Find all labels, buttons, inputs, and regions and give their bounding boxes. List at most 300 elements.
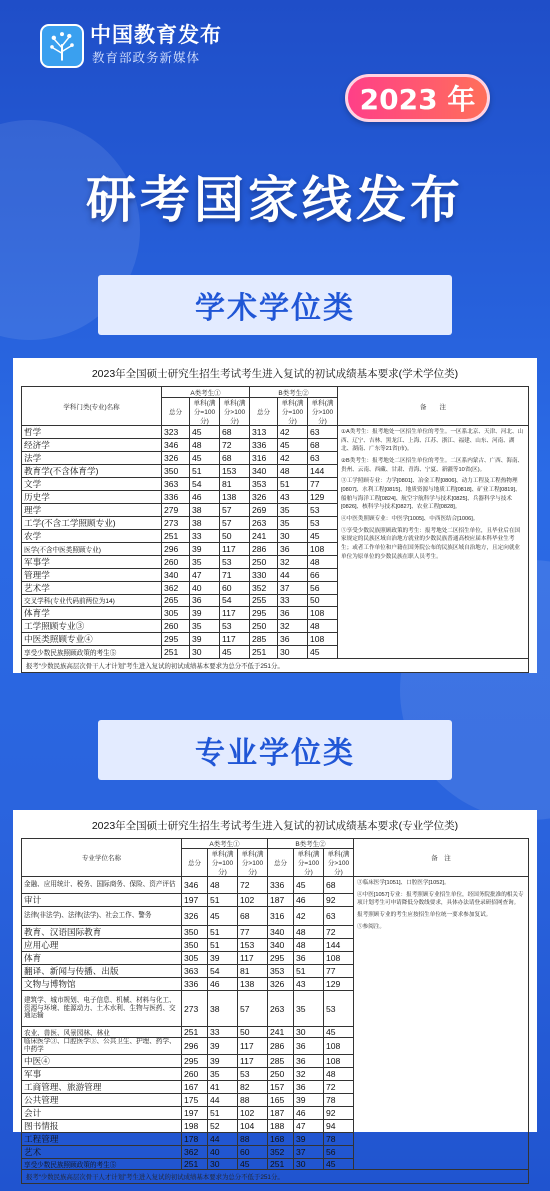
b-zone-score: 68 bbox=[324, 877, 354, 894]
b-zone-score: 44 bbox=[278, 568, 308, 581]
a-zone-score: 104 bbox=[238, 1120, 268, 1133]
subject-name: 审计 bbox=[22, 894, 182, 907]
a-zone-score: 36 bbox=[190, 594, 220, 607]
subject-name: 农学 bbox=[22, 530, 162, 543]
subject-name: 工商管理、旅游管理 bbox=[22, 1081, 182, 1094]
b-zone-score: 295 bbox=[250, 607, 278, 620]
a-zone-score: 260 bbox=[182, 1068, 208, 1081]
a-zone-score: 350 bbox=[162, 465, 190, 478]
a-zone-score: 305 bbox=[182, 952, 208, 965]
a-zone-score: 44 bbox=[208, 1133, 238, 1146]
a-zone-score: 45 bbox=[190, 452, 220, 465]
b-zone-score: 255 bbox=[250, 594, 278, 607]
b-zone-score: 263 bbox=[250, 517, 278, 530]
b-zone-score: 168 bbox=[268, 1133, 294, 1146]
subject-name: 理学 bbox=[22, 504, 162, 517]
b-zone-score: 188 bbox=[268, 1120, 294, 1133]
subject-name: 艺术学 bbox=[22, 581, 162, 594]
single-100-header: 单科(满分=100分) bbox=[208, 849, 238, 877]
a-zone-score: 72 bbox=[220, 439, 250, 452]
a-zone-score: 35 bbox=[208, 1068, 238, 1081]
b-zone-score: 72 bbox=[324, 926, 354, 939]
b-zone-score: 340 bbox=[250, 465, 278, 478]
professional-footer: 报考“少数民族高层次骨干人才计划”考生进入复试的初试成绩基本要求为总分不低于251分。 bbox=[22, 1170, 529, 1184]
a-zone-score: 88 bbox=[238, 1133, 268, 1146]
a-zone-score: 47 bbox=[190, 568, 220, 581]
b-zone-score: 36 bbox=[294, 1081, 324, 1094]
a-zone-score: 46 bbox=[190, 491, 220, 504]
subject-name: 翻译、新闻与传播、出版 bbox=[22, 965, 182, 978]
b-zone-score: 352 bbox=[268, 1146, 294, 1159]
a-zone-score: 57 bbox=[220, 517, 250, 530]
b-zone-score: 336 bbox=[250, 439, 278, 452]
b-zone-score: 129 bbox=[324, 978, 354, 991]
a-zone-score: 68 bbox=[220, 426, 250, 439]
total-header: 总分 bbox=[182, 849, 208, 877]
b-zone-score: 36 bbox=[294, 1038, 324, 1055]
a-zone-score: 346 bbox=[162, 439, 190, 452]
b-zone-score: 340 bbox=[268, 926, 294, 939]
a-zone-score: 30 bbox=[208, 1159, 238, 1170]
subject-name: 教育、汉语国际教育 bbox=[22, 926, 182, 939]
b-zone-score: 326 bbox=[268, 978, 294, 991]
b-zone-score: 45 bbox=[308, 646, 338, 659]
a-zone-score: 273 bbox=[162, 517, 190, 530]
b-zone-header: B类考生② bbox=[268, 839, 354, 849]
a-zone-score: 273 bbox=[182, 991, 208, 1027]
b-zone-score: 72 bbox=[324, 1081, 354, 1094]
b-zone-score: 241 bbox=[268, 1027, 294, 1038]
a-zone-score: 53 bbox=[238, 1068, 268, 1081]
b-zone-score: 35 bbox=[294, 991, 324, 1027]
subject-name: 临床医学③、口腔医学③、公共卫生、护理、药学、中药学 bbox=[22, 1038, 182, 1055]
b-zone-score: 48 bbox=[294, 926, 324, 939]
b-zone-score: 352 bbox=[250, 581, 278, 594]
b-zone-score: 36 bbox=[278, 543, 308, 556]
b-zone-score: 53 bbox=[308, 517, 338, 530]
academic-table-card bbox=[13, 358, 537, 673]
subject-name: 经济学 bbox=[22, 439, 162, 452]
b-zone-score: 316 bbox=[250, 452, 278, 465]
b-zone-score: 336 bbox=[268, 877, 294, 894]
a-zone-score: 336 bbox=[182, 978, 208, 991]
a-zone-score: 57 bbox=[238, 991, 268, 1027]
academic-table-title: 2023年全国硕士研究生招生考试考生进入复试的初试成绩基本要求(学术学位类) bbox=[91, 368, 459, 380]
a-zone-score: 30 bbox=[190, 646, 220, 659]
total-header: 总分 bbox=[250, 398, 278, 426]
single-gt100-header: 单科(满分>100分) bbox=[308, 398, 338, 426]
a-zone-score: 167 bbox=[182, 1081, 208, 1094]
b-zone-score: 56 bbox=[308, 581, 338, 594]
academic-banner: 学术学位类 bbox=[98, 275, 452, 335]
b-zone-score: 46 bbox=[294, 1107, 324, 1120]
b-zone-score: 165 bbox=[268, 1094, 294, 1107]
a-zone-score: 102 bbox=[238, 1107, 268, 1120]
a-zone-score: 60 bbox=[220, 581, 250, 594]
a-zone-score: 51 bbox=[190, 465, 220, 478]
note-item: ⑤参阅注。 bbox=[357, 923, 385, 930]
a-zone-score: 48 bbox=[208, 877, 238, 894]
a-zone-score: 296 bbox=[182, 1038, 208, 1055]
subject-name: 工程管理 bbox=[22, 1133, 182, 1146]
single-100-header: 单科(满分=100分) bbox=[294, 849, 324, 877]
a-zone-score: 46 bbox=[208, 978, 238, 991]
b-zone-score: 45 bbox=[324, 1027, 354, 1038]
brand-subtitle: 教育部政务新媒体 bbox=[92, 50, 201, 65]
a-zone-score: 265 bbox=[162, 594, 190, 607]
single-gt100-header: 单科(满分>100分) bbox=[220, 398, 250, 426]
a-zone-score: 363 bbox=[182, 965, 208, 978]
subject-name: 图书情报 bbox=[22, 1120, 182, 1133]
b-zone-score: 157 bbox=[268, 1081, 294, 1094]
a-zone-score: 44 bbox=[208, 1094, 238, 1107]
main-title: 研考国家线发布 bbox=[86, 171, 464, 229]
subject-name: 享受少数民族照顾政策的考生⑤ bbox=[22, 646, 162, 659]
b-zone-score: 108 bbox=[324, 952, 354, 965]
subject-name: 农业、兽医、风景园林、林业 bbox=[22, 1027, 182, 1038]
notes-header: 备 注 bbox=[338, 387, 529, 426]
b-zone-score: 46 bbox=[294, 894, 324, 907]
b-zone-score: 63 bbox=[324, 907, 354, 926]
table-row bbox=[22, 426, 529, 439]
b-zone-score: 35 bbox=[278, 517, 308, 530]
b-zone-score: 251 bbox=[268, 1159, 294, 1170]
a-zone-score: 81 bbox=[220, 478, 250, 491]
b-zone-score: 353 bbox=[250, 478, 278, 491]
b-zone-score: 32 bbox=[278, 620, 308, 633]
subject-name: 体育学 bbox=[22, 607, 162, 620]
a-zone-score: 362 bbox=[162, 581, 190, 594]
subject-name: 体育 bbox=[22, 952, 182, 965]
subject-name: 文学 bbox=[22, 478, 162, 491]
a-zone-score: 117 bbox=[238, 1055, 268, 1068]
b-zone-score: 48 bbox=[294, 939, 324, 952]
a-zone-score: 39 bbox=[190, 543, 220, 556]
a-zone-score: 41 bbox=[208, 1081, 238, 1094]
a-zone-score: 198 bbox=[182, 1120, 208, 1133]
subject-name: 军事 bbox=[22, 1068, 182, 1081]
b-zone-score: 250 bbox=[268, 1068, 294, 1081]
subject-name: 中医类照顾专业④ bbox=[22, 633, 162, 646]
b-zone-score: 129 bbox=[308, 491, 338, 504]
single-100-header: 单科(满分=100分) bbox=[190, 398, 220, 426]
subject-name: 中医④ bbox=[22, 1055, 182, 1068]
a-zone-score: 51 bbox=[208, 1107, 238, 1120]
b-zone-score: 92 bbox=[324, 894, 354, 907]
b-zone-score: 36 bbox=[278, 633, 308, 646]
a-zone-score: 279 bbox=[162, 504, 190, 517]
b-zone-header: B类考生② bbox=[250, 387, 338, 398]
b-zone-score: 94 bbox=[324, 1120, 354, 1133]
b-zone-score: 78 bbox=[324, 1133, 354, 1146]
single-100-header: 单科(满分=100分) bbox=[278, 398, 308, 426]
a-zone-score: 51 bbox=[208, 894, 238, 907]
subject-name: 工学照顾专业③ bbox=[22, 620, 162, 633]
subject-name: 法律(非法学)、法律(法学)、社会工作、警务 bbox=[22, 907, 182, 926]
b-zone-score: 36 bbox=[278, 607, 308, 620]
b-zone-score: 30 bbox=[278, 646, 308, 659]
b-zone-score: 63 bbox=[308, 452, 338, 465]
a-zone-score: 50 bbox=[238, 1027, 268, 1038]
b-zone-score: 144 bbox=[308, 465, 338, 478]
a-zone-score: 117 bbox=[220, 543, 250, 556]
a-zone-score: 178 bbox=[182, 1133, 208, 1146]
a-zone-score: 251 bbox=[162, 646, 190, 659]
subject-name: 享受少数民族照顾政策的考生⑤ bbox=[22, 1159, 182, 1170]
a-zone-score: 52 bbox=[208, 1120, 238, 1133]
b-zone-score: 108 bbox=[308, 633, 338, 646]
b-zone-score: 108 bbox=[308, 607, 338, 620]
b-zone-score: 43 bbox=[294, 978, 324, 991]
a-zone-score: 88 bbox=[238, 1094, 268, 1107]
subject-name: 医学(不含中医类照顾专业) bbox=[22, 543, 162, 556]
b-zone-score: 30 bbox=[294, 1027, 324, 1038]
a-zone-score: 77 bbox=[238, 926, 268, 939]
b-zone-score: 250 bbox=[250, 555, 278, 568]
year-badge: 2023 年 bbox=[345, 74, 490, 122]
note-item: ③临床医学[1051]、口腔医学[1052]。 bbox=[357, 880, 450, 886]
b-zone-score: 263 bbox=[268, 991, 294, 1027]
subject-name: 军事学 bbox=[22, 555, 162, 568]
note-item: ⑤享受少数民族照顾政策的考生：报考地处二区招生单位，且毕业后在国家规定的民族区域自治地方就业的少数民族普通高校应届本科毕业生考生；或者工作单位和户籍在国务院公布的民族区域自治地方，且定向就业单位为原单位的少数民族在职人员考生。 bbox=[341, 527, 521, 560]
a-zone-score: 197 bbox=[182, 1107, 208, 1120]
a-zone-score: 72 bbox=[238, 877, 268, 894]
a-zone-score: 362 bbox=[182, 1146, 208, 1159]
professional-table-card bbox=[13, 810, 537, 1181]
a-zone-score: 45 bbox=[190, 426, 220, 439]
b-zone-score: 144 bbox=[324, 939, 354, 952]
a-zone-score: 68 bbox=[238, 907, 268, 926]
note-item: ②B类考生：报考地处二区招生单位的考生。二区系内蒙古、广西、海南、贵州、云南、西藏、甘肃、青海、宁夏、新疆等10省(区)。 bbox=[341, 457, 524, 473]
note-item: ④中医类照顾专业：中医学[1005]、中西医结合[1006]。 bbox=[341, 515, 479, 522]
a-zone-score: 53 bbox=[220, 555, 250, 568]
b-zone-score: 340 bbox=[268, 939, 294, 952]
subject-name: 建筑学、城市规划、电子信息、机械、材料与化工、资源与环境、能源动力、土木水利、生物与医药、交通运输 bbox=[22, 991, 182, 1027]
a-zone-score: 323 bbox=[162, 426, 190, 439]
a-zone-score: 45 bbox=[220, 646, 250, 659]
total-header: 总分 bbox=[268, 849, 294, 877]
a-zone-score: 39 bbox=[208, 1038, 238, 1055]
subject-header: 学科门类(专业)名称 bbox=[22, 387, 162, 426]
b-zone-score: 187 bbox=[268, 1107, 294, 1120]
a-zone-score: 54 bbox=[190, 478, 220, 491]
a-zone-score: 35 bbox=[190, 555, 220, 568]
table-row bbox=[22, 877, 529, 894]
subject-name: 交叉学科(专业代码前两位为14) bbox=[22, 594, 162, 607]
subject-name: 历史学 bbox=[22, 491, 162, 504]
a-zone-score: 50 bbox=[220, 530, 250, 543]
note-item: ④中医[1057]专业：报考照顾专业招生单位，经国务院批准的相关专项计划考生可申请降低分数线要求，具体办法请登录研招网查询。 bbox=[357, 891, 524, 907]
note-item: ③工学照顾专业：力学[0801]、冶金工程[0806]、动力工程及工程热物理[0807]、水利工程[0815]、地质资源与地质工程[0818]、矿业工程[0819]、船舶与海洋工程[0824]、航空宇航科学与技术[0825]、兵器科学与技术[0826]、核科学与技术[0827]、农业工程[0828]。 bbox=[341, 478, 521, 511]
subject-name: 应用心理 bbox=[22, 939, 182, 952]
b-zone-score: 48 bbox=[278, 465, 308, 478]
b-zone-score: 187 bbox=[268, 894, 294, 907]
b-zone-score: 48 bbox=[308, 555, 338, 568]
b-zone-score: 45 bbox=[294, 877, 324, 894]
b-zone-score: 330 bbox=[250, 568, 278, 581]
b-zone-score: 108 bbox=[324, 1038, 354, 1055]
a-zone-score: 197 bbox=[182, 894, 208, 907]
a-zone-score: 350 bbox=[182, 926, 208, 939]
a-zone-score: 340 bbox=[162, 568, 190, 581]
b-zone-score: 77 bbox=[324, 965, 354, 978]
b-zone-score: 68 bbox=[308, 439, 338, 452]
b-zone-score: 43 bbox=[278, 491, 308, 504]
b-zone-score: 66 bbox=[308, 568, 338, 581]
b-zone-score: 108 bbox=[308, 543, 338, 556]
a-zone-score: 54 bbox=[220, 594, 250, 607]
a-zone-score: 251 bbox=[182, 1027, 208, 1038]
a-zone-score: 39 bbox=[190, 607, 220, 620]
a-zone-score: 295 bbox=[182, 1055, 208, 1068]
a-zone-score: 117 bbox=[220, 633, 250, 646]
a-zone-score: 326 bbox=[162, 452, 190, 465]
a-zone-score: 39 bbox=[208, 1055, 238, 1068]
b-zone-score: 50 bbox=[308, 594, 338, 607]
b-zone-score: 42 bbox=[294, 907, 324, 926]
a-zone-score: 40 bbox=[190, 581, 220, 594]
a-zone-score: 51 bbox=[208, 939, 238, 952]
b-zone-score: 295 bbox=[268, 952, 294, 965]
b-zone-score: 78 bbox=[324, 1094, 354, 1107]
a-zone-score: 35 bbox=[190, 620, 220, 633]
a-zone-score: 260 bbox=[162, 620, 190, 633]
a-zone-score: 38 bbox=[190, 517, 220, 530]
b-zone-score: 37 bbox=[278, 581, 308, 594]
b-zone-score: 32 bbox=[278, 555, 308, 568]
subject-name: 教育学(不含体育学) bbox=[22, 465, 162, 478]
b-zone-score: 269 bbox=[250, 504, 278, 517]
subject-header: 专业学位名称 bbox=[22, 839, 182, 877]
a-zone-score: 57 bbox=[220, 504, 250, 517]
a-zone-score: 363 bbox=[162, 478, 190, 491]
professional-table-title: 2023年全国硕士研究生招生考试考生进入复试的初试成绩基本要求(专业学位类) bbox=[91, 820, 459, 832]
subject-name: 会计 bbox=[22, 1107, 182, 1120]
b-zone-score: 32 bbox=[294, 1068, 324, 1081]
b-zone-score: 45 bbox=[308, 530, 338, 543]
b-zone-score: 37 bbox=[294, 1146, 324, 1159]
b-zone-score: 92 bbox=[324, 1107, 354, 1120]
a-zone-score: 260 bbox=[162, 555, 190, 568]
subject-name: 管理学 bbox=[22, 568, 162, 581]
a-zone-score: 45 bbox=[208, 907, 238, 926]
a-zone-score: 305 bbox=[162, 607, 190, 620]
a-zone-score: 40 bbox=[208, 1146, 238, 1159]
b-zone-score: 63 bbox=[308, 426, 338, 439]
brand-name: 中国教育发布 bbox=[90, 23, 222, 47]
b-zone-score: 51 bbox=[294, 965, 324, 978]
b-zone-score: 286 bbox=[250, 543, 278, 556]
b-zone-score: 77 bbox=[308, 478, 338, 491]
a-zone-score: 117 bbox=[238, 1038, 268, 1055]
a-zone-header: A类考生① bbox=[162, 387, 250, 398]
a-zone-score: 38 bbox=[208, 991, 238, 1027]
b-zone-score: 45 bbox=[278, 439, 308, 452]
professional-banner: 专业学位类 bbox=[98, 720, 452, 780]
subject-name: 艺术 bbox=[22, 1146, 182, 1159]
b-zone-score: 353 bbox=[268, 965, 294, 978]
b-zone-score: 285 bbox=[268, 1055, 294, 1068]
a-zone-score: 350 bbox=[182, 939, 208, 952]
b-zone-score: 286 bbox=[268, 1038, 294, 1055]
b-zone-score: 30 bbox=[294, 1159, 324, 1170]
a-zone-score: 336 bbox=[162, 491, 190, 504]
total-header: 总分 bbox=[162, 398, 190, 426]
subject-name: 公共管理 bbox=[22, 1094, 182, 1107]
a-zone-score: 81 bbox=[238, 965, 268, 978]
a-zone-score: 45 bbox=[238, 1159, 268, 1170]
b-zone-score: 251 bbox=[250, 646, 278, 659]
a-zone-score: 60 bbox=[238, 1146, 268, 1159]
b-zone-score: 36 bbox=[294, 952, 324, 965]
single-gt100-header: 单科(满分>100分) bbox=[324, 849, 354, 877]
academic-score-table bbox=[21, 386, 529, 673]
academic-footer: 报考“少数民族高层次骨干人才计划”考生进入复试的初试成绩基本要求为总分不低于251分。 bbox=[22, 658, 529, 672]
b-zone-score: 30 bbox=[278, 530, 308, 543]
b-zone-score: 51 bbox=[278, 478, 308, 491]
subject-name: 金融、应用统计、税务、国际商务、保险、资产评估 bbox=[22, 877, 182, 894]
a-zone-score: 53 bbox=[220, 620, 250, 633]
a-zone-score: 48 bbox=[190, 439, 220, 452]
professional-score-table bbox=[21, 838, 529, 1184]
a-zone-score: 295 bbox=[162, 633, 190, 646]
b-zone-score: 53 bbox=[308, 504, 338, 517]
b-zone-score: 48 bbox=[308, 620, 338, 633]
a-zone-score: 82 bbox=[238, 1081, 268, 1094]
a-zone-score: 138 bbox=[220, 491, 250, 504]
a-zone-score: 326 bbox=[182, 907, 208, 926]
tree-logo-icon bbox=[40, 24, 84, 68]
b-zone-score: 48 bbox=[324, 1068, 354, 1081]
b-zone-score: 45 bbox=[324, 1159, 354, 1170]
subject-name: 工学(不含工学照顾专业) bbox=[22, 517, 162, 530]
subject-name: 哲学 bbox=[22, 426, 162, 439]
b-zone-score: 241 bbox=[250, 530, 278, 543]
a-zone-score: 251 bbox=[162, 530, 190, 543]
a-zone-score: 117 bbox=[238, 952, 268, 965]
a-zone-score: 117 bbox=[220, 607, 250, 620]
a-zone-score: 54 bbox=[208, 965, 238, 978]
b-zone-score: 39 bbox=[294, 1133, 324, 1146]
notes-cell bbox=[354, 877, 529, 1170]
b-zone-score: 250 bbox=[250, 620, 278, 633]
a-zone-score: 346 bbox=[182, 877, 208, 894]
notes-cell bbox=[338, 426, 529, 659]
note-item: 报考照顾专业的考生应按招生单位统一要求参加复试。 bbox=[357, 911, 492, 918]
b-zone-score: 33 bbox=[278, 594, 308, 607]
a-zone-score: 153 bbox=[238, 939, 268, 952]
b-zone-score: 42 bbox=[278, 452, 308, 465]
b-zone-score: 108 bbox=[324, 1055, 354, 1068]
a-zone-score: 39 bbox=[208, 952, 238, 965]
a-zone-score: 251 bbox=[182, 1159, 208, 1170]
b-zone-score: 35 bbox=[278, 504, 308, 517]
a-zone-score: 71 bbox=[220, 568, 250, 581]
b-zone-score: 316 bbox=[268, 907, 294, 926]
a-zone-score: 33 bbox=[208, 1027, 238, 1038]
subject-name: 法学 bbox=[22, 452, 162, 465]
notes-header: 备 注 bbox=[354, 839, 529, 877]
b-zone-score: 56 bbox=[324, 1146, 354, 1159]
a-zone-score: 296 bbox=[162, 543, 190, 556]
b-zone-score: 39 bbox=[294, 1094, 324, 1107]
single-gt100-header: 单科(满分>100分) bbox=[238, 849, 268, 877]
b-zone-score: 326 bbox=[250, 491, 278, 504]
note-item: ①A类考生：报考地处一区招生单位的考生。一区系北京、天津、河北、山西、辽宁、吉林、黑龙江、上海、江苏、浙江、福建、山东、河南、湖北、湖南、广东等21省(市)。 bbox=[341, 429, 524, 453]
a-zone-score: 68 bbox=[220, 452, 250, 465]
b-zone-score: 313 bbox=[250, 426, 278, 439]
a-zone-score: 39 bbox=[190, 633, 220, 646]
